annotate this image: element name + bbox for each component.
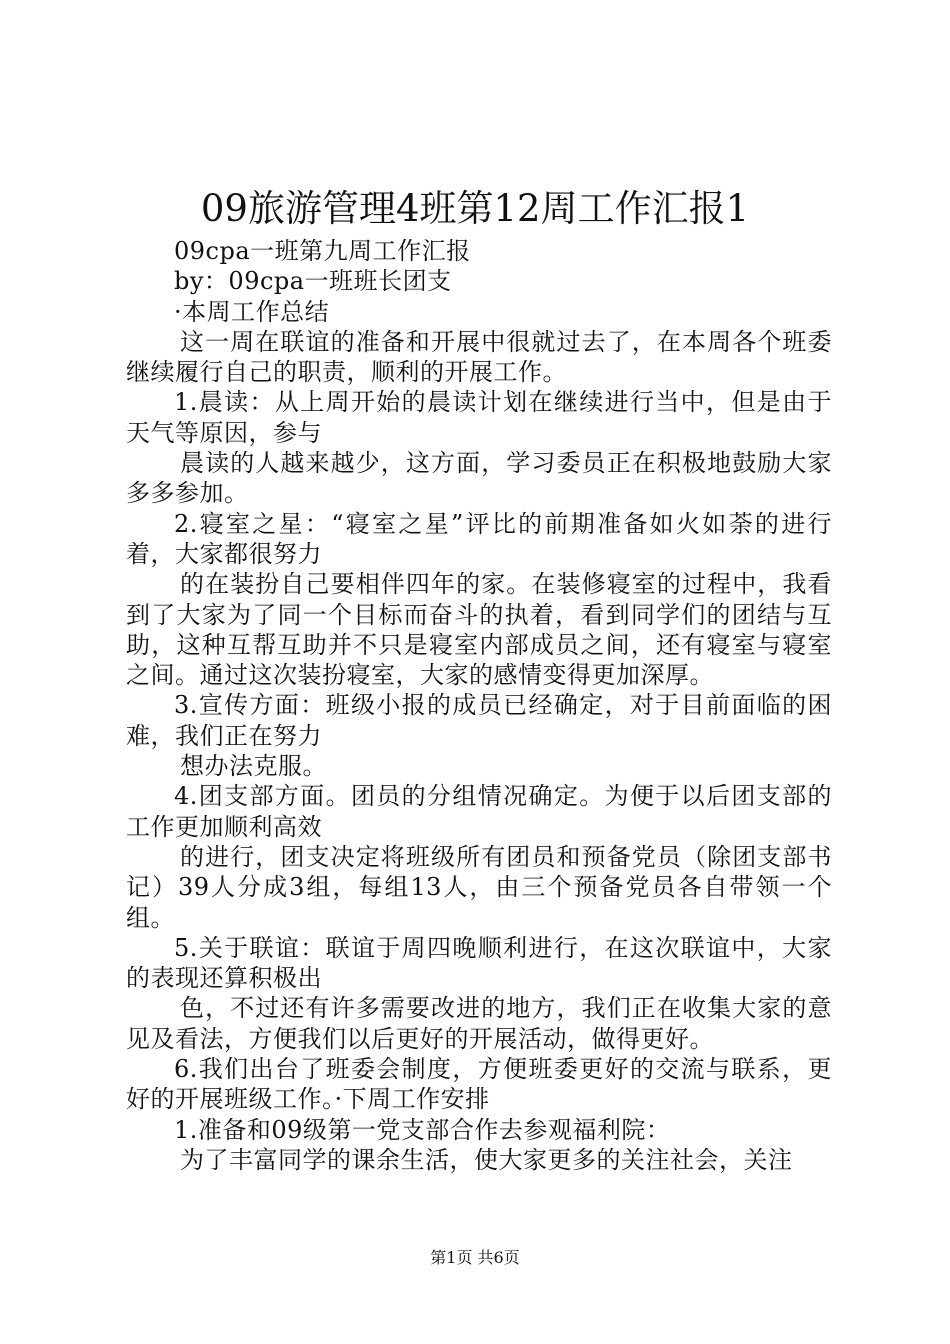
page-number-footer: 第1页 共6页 xyxy=(430,1248,520,1267)
paragraph-next-week-item-1: 1.准备和09级第一党支部合作去参观福利院： xyxy=(174,1115,671,1144)
paragraph-subtitle: 09cpa一班第九周工作汇报 xyxy=(174,237,471,265)
paragraph-item-5-cont: 色，不过还有许多需要改进的地方，我们正在收集大家的意见及看法，方便我们以后更好的开展活动，做得更好。 xyxy=(126,994,832,1053)
paragraph-item-2-cont: 的在装扮自己要相伴四年的家。在装修寝室的过程中，我看到了大家为了同一个目标而奋斗的执着，看到同学们的团结与互助，这种互帮互助并不只是寝室内部成员之间，还有寝室与寝室之间。通过这次装扮寝室，大家的感情变得更加深厚。 xyxy=(126,570,832,690)
document-title: 09旅游管理4班第12周工作汇报1 xyxy=(200,187,750,230)
section-heading-summary: ·本周工作总结 xyxy=(174,297,330,326)
document-body xyxy=(126,236,832,1175)
paragraph-item-5: 5.关于联谊：联谊于周四晚顺利进行，在这次联谊中，大家的表现还算积极出 xyxy=(126,933,832,993)
paragraph-item-3: 3.宣传方面：班级小报的成员已经确定，对于目前面临的困难，我们正在努力 xyxy=(126,691,832,750)
paragraph-item-3-cont: 想办法克服。 xyxy=(180,752,327,781)
paragraph-item-1-cont: 晨读的人越来越少，这方面，学习委员正在积极地鼓励大家多多参加。 xyxy=(126,449,832,508)
paragraph-item-2: 2.寝室之星：“寝室之星”评比的前期准备如火如荼的进行着，大家都很努力 xyxy=(126,509,832,568)
paragraph-item-4-cont: 的进行，团支决定将班级所有团员和预备党员（除团支部书记）39人分成3组，每组13人，由三个预备党员各自带领一个组。 xyxy=(126,842,832,932)
paragraph-item-4: 4.团支部方面。团员的分组情况确定。为便于以后团支部的工作更加顺利高效 xyxy=(126,782,832,841)
paragraph-next-week-item-1-cont: 为了丰富同学的课余生活，使大家更多的关注社会，关注 xyxy=(180,1145,793,1174)
paragraph-author: by：09cpa一班班长团支 xyxy=(174,267,452,296)
paragraph-item-1: 1.晨读：从上周开始的晨读计划在继续进行当中，但是由于天气等原因，参与 xyxy=(126,388,832,447)
paragraph-intro: 这一周在联谊的准备和开展中很就过去了，在本周各个班委继续履行自己的职责，顺利的开展工作。 xyxy=(126,327,832,387)
paragraph-item-6: 6.我们出台了班委会制度，方便班委更好的交流与联系，更好的开展班级工作。·下周工作安排 xyxy=(126,1055,832,1114)
